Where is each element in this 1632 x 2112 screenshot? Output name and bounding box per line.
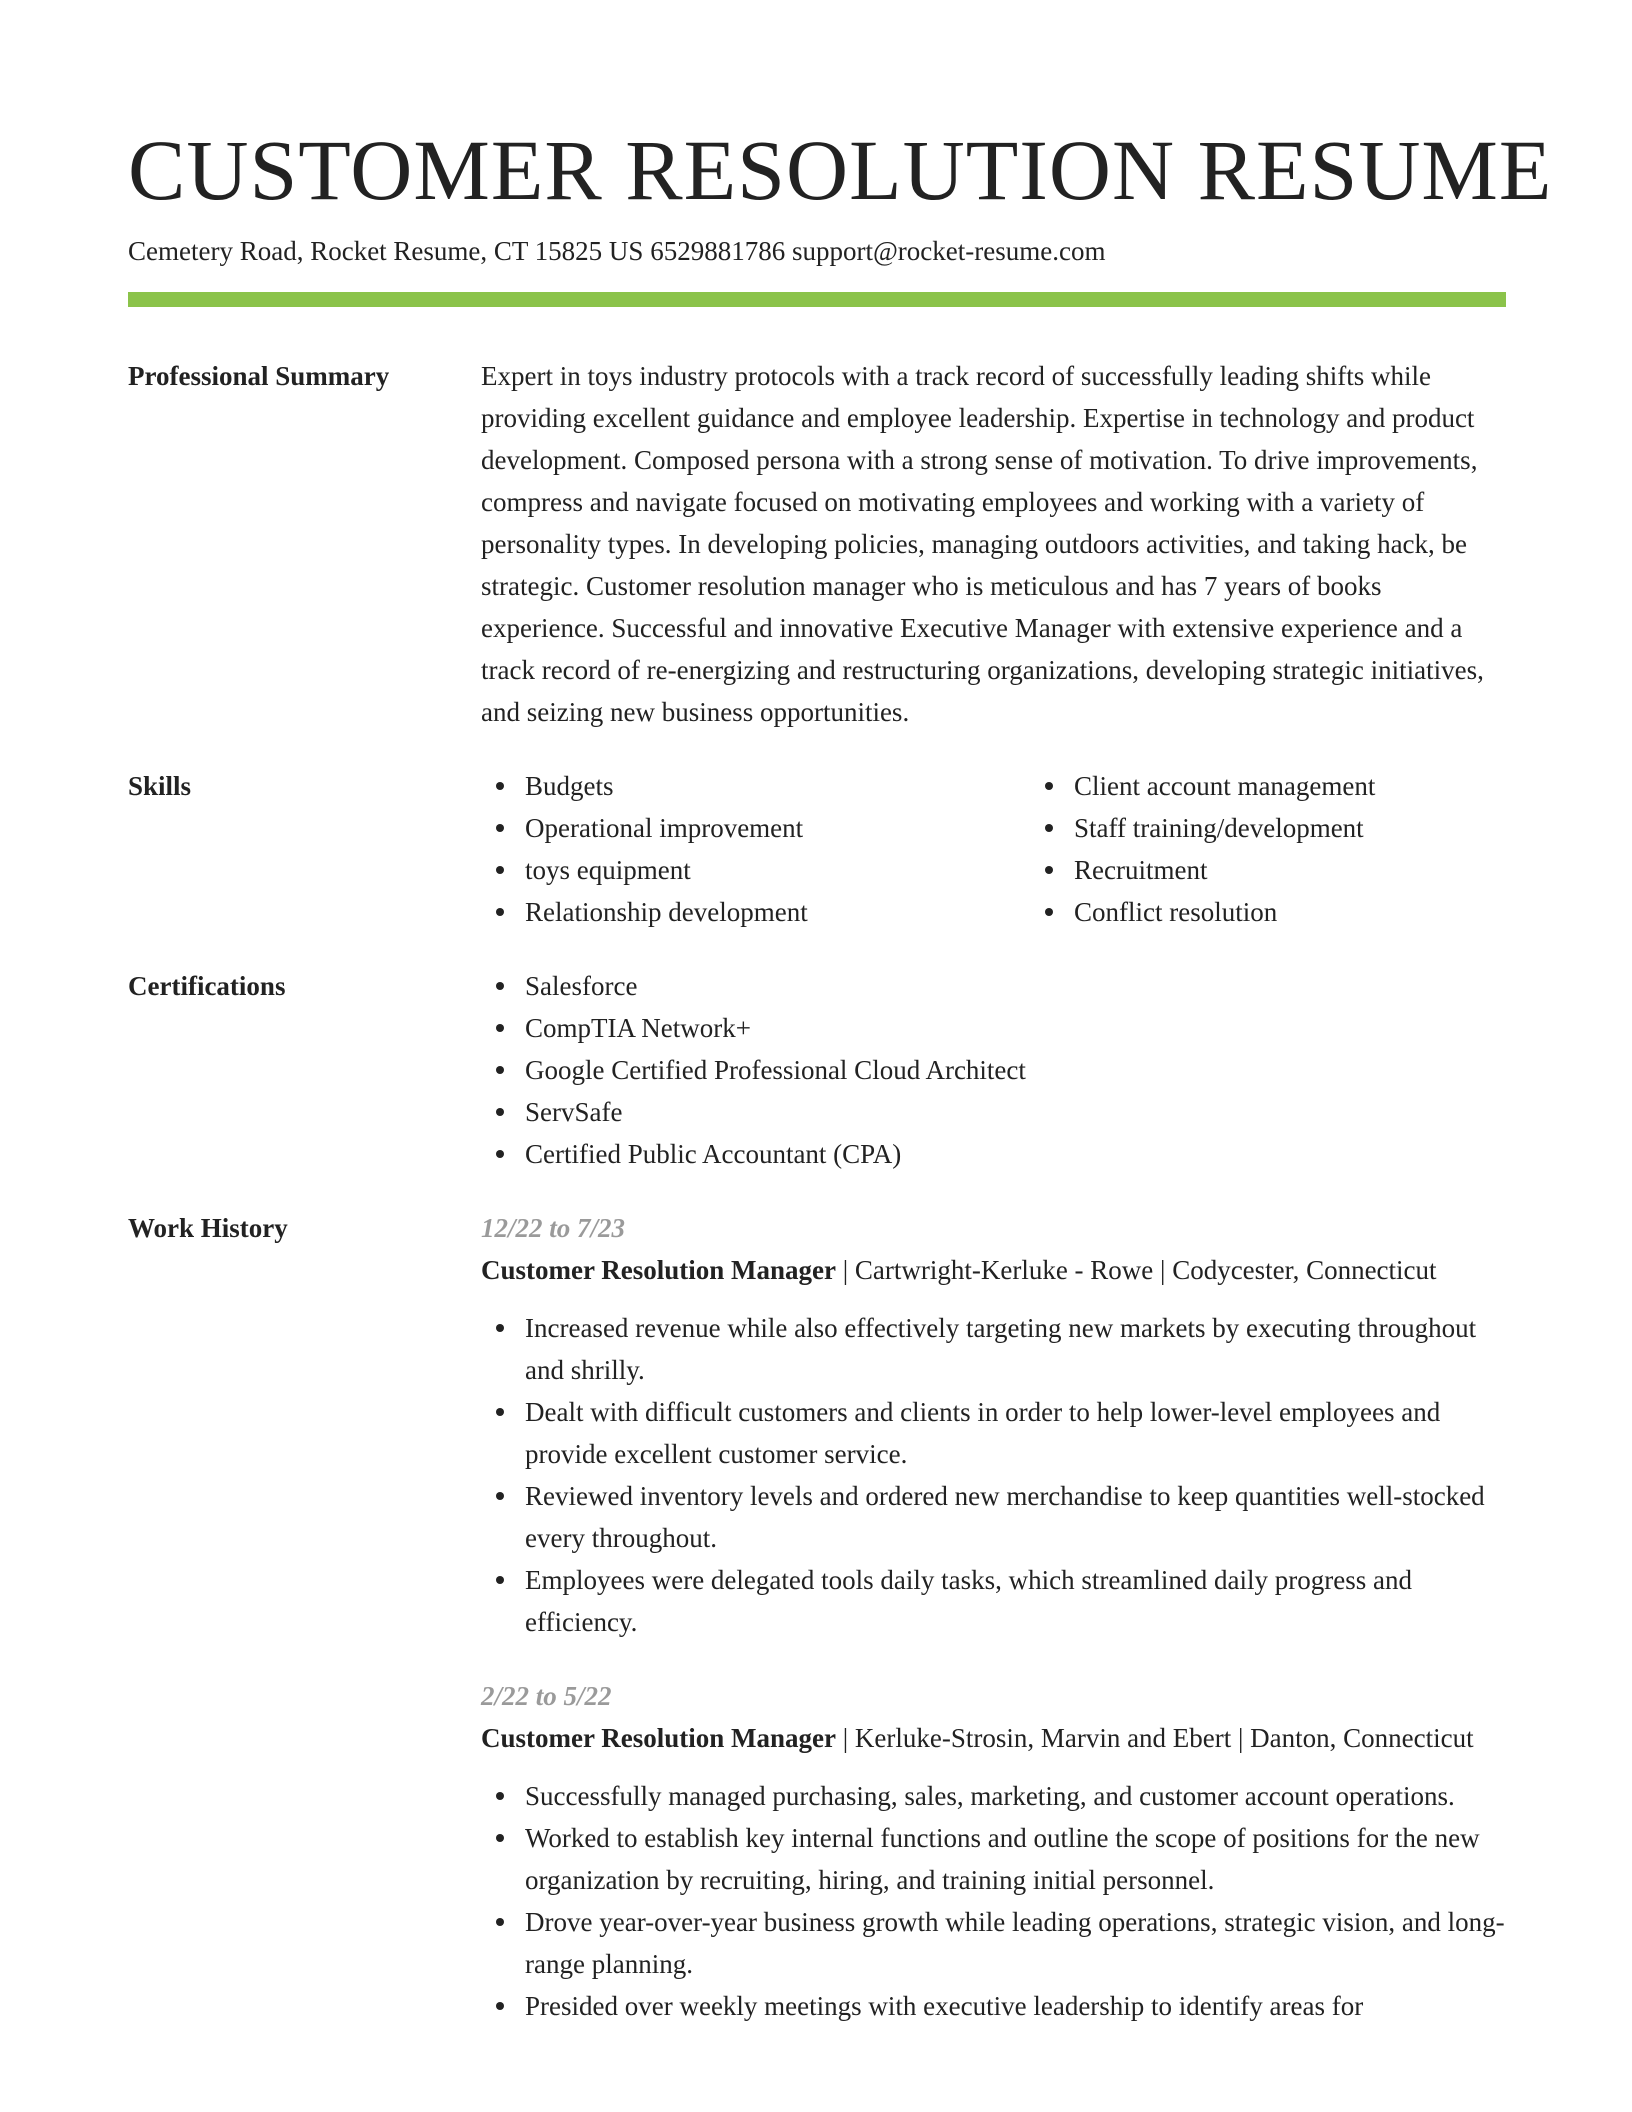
- certification-item: ServSafe: [525, 1091, 1506, 1133]
- job-dates: 12/22 to 7/23: [481, 1213, 626, 1243]
- job-bullets: [481, 1775, 1506, 2027]
- certifications-section: [128, 965, 1506, 1175]
- section-label-summary: Professional Summary: [128, 361, 390, 391]
- summary-section: [128, 355, 1506, 733]
- section-label-work-history: Work History: [128, 1213, 288, 1243]
- skills-list-left: [481, 765, 1030, 933]
- job-bullet: Reviewed inventory levels and ordered new merchandise to keep quantities well-stocked every throughout.: [525, 1475, 1506, 1559]
- contact-line: Cemetery Road, Rocket Resume, CT 15825 US 6529881786 support@rocket-resume.com: [128, 236, 1106, 266]
- certification-item: Google Certified Professional Cloud Architect: [525, 1049, 1506, 1091]
- work-history-section: [128, 1207, 1506, 2027]
- skills-section: [128, 765, 1506, 933]
- job-bullet: Employees were delegated tools daily tasks, which streamlined daily progress and efficiency.: [525, 1559, 1506, 1643]
- certification-item: CompTIA Network+: [525, 1007, 1506, 1049]
- job-entry: [481, 1207, 1506, 1643]
- certifications-list: [481, 965, 1506, 1175]
- job-heading: [481, 1717, 1506, 1759]
- job-title: Customer Resolution Manager: [481, 1723, 836, 1753]
- section-label-skills: Skills: [128, 771, 192, 801]
- job-bullet: Worked to establish key internal functions and outline the scope of positions for the new organization by recruiting, hiring, and training initial personnel.: [525, 1817, 1506, 1901]
- job-heading: [481, 1249, 1506, 1291]
- certification-item: Salesforce: [525, 965, 1506, 1007]
- section-label-certifications: Certifications: [128, 971, 286, 1001]
- resume-name: CUSTOMER RESOLUTION RESUME: [128, 122, 1553, 218]
- skill-item: Operational improvement: [525, 807, 1030, 849]
- resume-page: [128, 118, 1553, 2027]
- skill-item: Conflict resolution: [1074, 891, 1579, 933]
- job-bullet: Dealt with difficult customers and clients in order to help lower-level employees and provide excellent customer service.: [525, 1391, 1506, 1475]
- skill-item: Budgets: [525, 765, 1030, 807]
- skills-list-right: [1030, 765, 1579, 933]
- skill-item: Staff training/development: [1074, 807, 1579, 849]
- skill-item: toys equipment: [525, 849, 1030, 891]
- skill-item: Client account management: [1074, 765, 1579, 807]
- job-dates: 2/22 to 5/22: [481, 1681, 612, 1711]
- job-bullet: Drove year-over-year business growth while leading operations, strategic vision, and long-range planning.: [525, 1901, 1506, 1985]
- accent-divider: [128, 292, 1506, 307]
- job-title: Customer Resolution Manager: [481, 1255, 836, 1285]
- skill-item: Recruitment: [1074, 849, 1579, 891]
- job-bullets: [481, 1307, 1506, 1643]
- certification-item: Certified Public Accountant (CPA): [525, 1133, 1506, 1175]
- job-bullet: Increased revenue while also effectively targeting new markets by executing throughout and shrilly.: [525, 1307, 1506, 1391]
- summary-text: Expert in toys industry protocols with a track record of successfully leading shifts while providing excellent guidance and employee leadership. Expertise in technology and product development. Composed persona with a strong sense of motivation. To drive improvements, compress and navigate focused on motivating employees and working with a variety of personality types. In developing policies, managing outdoors activities, and taking hack, be strategic. Customer resolution manager who is meticulous and has 7 years of books experience. Successful and innovative Executive Manager with extensive experience and a track record of re-energizing and restructuring organizations, developing strategic initiatives, and seizing new business opportunities.: [481, 361, 1484, 727]
- job-bullet: Presided over weekly meetings with executive leadership to identify areas for: [525, 1985, 1506, 2027]
- skill-item: Relationship development: [525, 891, 1030, 933]
- job-details: | Cartwright-Kerluke - Rowe | Codycester, Connecticut: [835, 1255, 1437, 1285]
- job-bullet: Successfully managed purchasing, sales, marketing, and customer account operations.: [525, 1775, 1506, 1817]
- skills-grid: [481, 765, 1579, 933]
- job-entry: [481, 1675, 1506, 2027]
- job-details: | Kerluke-Strosin, Marvin and Ebert | Danton, Connecticut: [835, 1723, 1474, 1753]
